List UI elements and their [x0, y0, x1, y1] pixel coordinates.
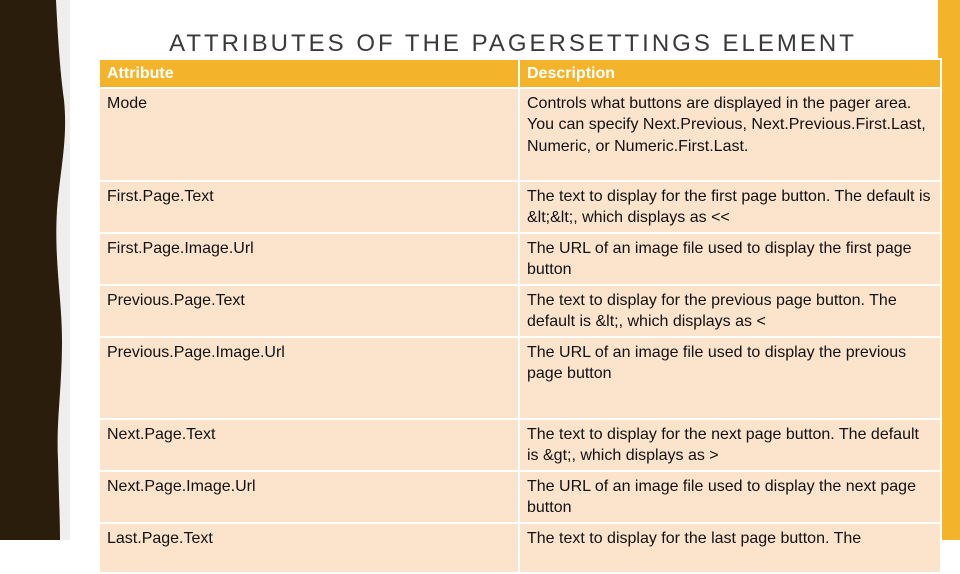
attributes-table: [98, 58, 942, 574]
description-cell: The text to display for the next page button. The default is &gt;, which displays as >: [519, 419, 941, 471]
attribute-cell: First.Page.Text: [99, 181, 519, 233]
left-decorative-band: [0, 0, 70, 540]
header-description: Description: [519, 59, 941, 88]
table-row: [99, 337, 941, 419]
attribute-cell: Next.Page.Text: [99, 419, 519, 471]
table-row: [99, 233, 941, 285]
attribute-cell: Next.Page.Image.Url: [99, 471, 519, 523]
description-cell: The URL of an image file used to display the previous page button: [519, 337, 941, 419]
description-cell: Controls what buttons are displayed in the pager area. You can specify Next.Previous, Next.Previous.First.Last, Numeric, or Numeric.First.Last.: [519, 88, 941, 181]
attribute-cell: Previous.Page.Text: [99, 285, 519, 337]
description-cell: The text to display for the first page button. The default is &lt;&lt;, which displays as <<: [519, 181, 941, 233]
attribute-cell: Previous.Page.Image.Url: [99, 337, 519, 419]
table-row: [99, 523, 941, 573]
dark-wavy-band-shape: [0, 0, 70, 540]
table-row: [99, 285, 941, 337]
attribute-cell: First.Page.Image.Url: [99, 233, 519, 285]
table-row: [99, 181, 941, 233]
description-cell: The text to display for the last page button. The: [519, 523, 941, 573]
description-cell: The URL of an image file used to display the next page button: [519, 471, 941, 523]
header-attribute: Attribute: [99, 59, 519, 88]
table-row: [99, 88, 941, 181]
table-header-row: [99, 59, 941, 88]
slide-title: ATTRIBUTES OF THE PAGERSETTINGS ELEMENT: [169, 30, 857, 57]
attribute-cell: Last.Page.Text: [99, 523, 519, 573]
description-cell: The text to display for the previous page button. The default is &lt;, which displays as <: [519, 285, 941, 337]
table-row: [99, 471, 941, 523]
description-cell: The URL of an image file used to display the first page button: [519, 233, 941, 285]
table-row: [99, 419, 941, 471]
attribute-cell: Mode: [99, 88, 519, 181]
